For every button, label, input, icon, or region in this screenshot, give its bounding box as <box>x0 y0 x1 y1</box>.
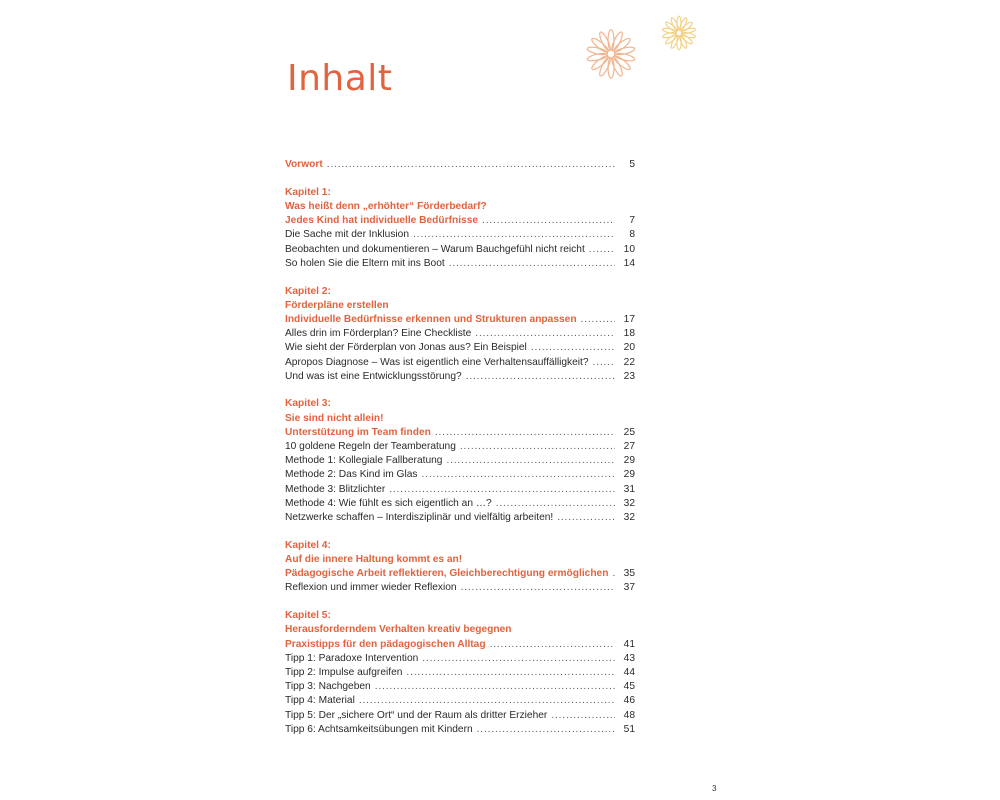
toc-entry-page: 17 <box>623 313 635 325</box>
toc-entry-page: 32 <box>623 512 635 523</box>
chapter-title: Was heißt denn „erhöhter“ Förderbedarf? <box>285 200 487 212</box>
dot-leader <box>422 652 615 666</box>
toc-entry-page: 35 <box>623 568 635 580</box>
chapter-number: Kapitel 2: <box>285 285 331 297</box>
dot-leader <box>557 511 615 525</box>
dot-leader <box>375 680 615 694</box>
toc-entry[interactable] <box>285 454 635 468</box>
toc-entry-label: So holen Sie die Eltern mit ins Boot <box>285 257 445 269</box>
chapter-number: Kapitel 1: <box>285 186 331 198</box>
toc-entry[interactable] <box>285 228 635 242</box>
toc-entry-label: Apropos Diagnose – Was ist eigentlich eine Verhaltensauffälligkeit? <box>285 356 589 368</box>
dot-leader <box>531 341 615 355</box>
toc-entry-page: 44 <box>623 666 635 678</box>
dot-leader <box>461 581 615 595</box>
dot-leader <box>589 243 615 257</box>
toc-entry-page: 22 <box>623 356 635 368</box>
toc-entry[interactable] <box>285 370 635 384</box>
toc-entry-page: 29 <box>623 469 635 481</box>
toc-entry-label: Methode 4: Wie fühlt es sich eigentlich an …? <box>285 497 492 509</box>
chapter-number: Kapitel 3: <box>285 398 331 410</box>
toc-entry-label: Alles drin im Förderplan? Eine Checkliste <box>285 328 472 340</box>
chapter-title: Auf die innere Haltung kommt es an! <box>285 553 463 565</box>
chapter-title: Herausforderndem Verhalten kreativ begegnen <box>285 624 512 636</box>
toc-entry-label: Wie sieht der Förderplan von Jonas aus? Ein Beispiel <box>285 342 527 354</box>
dot-leader <box>496 497 615 511</box>
toc-entry[interactable] <box>285 327 635 341</box>
toc-entry-label: Die Sache mit der Inklusion <box>285 229 410 241</box>
dot-leader <box>581 313 615 327</box>
toc-entry-label: Tipp 2: Impulse aufgreifen <box>285 666 403 678</box>
toc-entry-page: 37 <box>623 582 635 594</box>
page-number: 3 <box>712 784 717 793</box>
dot-leader <box>435 426 615 440</box>
flower-petal <box>677 16 681 30</box>
toc-entry[interactable] <box>285 567 635 581</box>
toc-entry[interactable] <box>285 440 635 454</box>
toc-entry-page: 27 <box>623 441 635 453</box>
toc-entry-page: 48 <box>623 709 635 721</box>
page-title: Inhalt <box>287 58 393 99</box>
toc-entry-page: 10 <box>623 243 635 255</box>
toc-chapter <box>285 609 635 737</box>
toc-entry-label: Vorwort <box>285 159 323 170</box>
dot-leader <box>477 723 615 737</box>
toc-entry-page: 8 <box>629 229 635 241</box>
toc-entry-label: Tipp 3: Nachgeben <box>285 681 371 693</box>
toc-chapter <box>285 158 635 172</box>
toc-chapter <box>285 397 635 525</box>
dot-leader <box>551 709 615 723</box>
toc-entry-label: Tipp 1: Paradoxe Intervention <box>285 652 419 664</box>
dot-leader <box>475 327 615 341</box>
flower-icon <box>658 12 700 54</box>
toc-entry[interactable] <box>285 341 635 355</box>
dot-leader <box>413 228 615 242</box>
toc-entry-label: Methode 3: Blitzlichter <box>285 483 386 495</box>
dot-leader <box>490 638 615 652</box>
toc-entry[interactable] <box>285 243 635 257</box>
toc-entry-label: Unterstützung im Team finden <box>285 426 431 438</box>
toc-entry[interactable] <box>285 483 635 497</box>
toc-entry[interactable] <box>285 511 635 525</box>
table-of-contents <box>285 158 635 750</box>
toc-entry-label: Tipp 4: Material <box>285 695 355 707</box>
dot-leader <box>446 454 615 468</box>
flower-petal <box>608 58 614 79</box>
flower-icon <box>583 26 639 82</box>
toc-entry-page: 29 <box>623 455 635 467</box>
toc-entry[interactable] <box>285 356 635 370</box>
dot-leader <box>449 257 615 271</box>
chapter-number: Kapitel 4: <box>285 539 331 551</box>
dot-leader <box>612 567 615 581</box>
toc-entry-page: 7 <box>629 215 635 227</box>
toc-entry-label: Individuelle Bedürfnisse erkennen und Strukturen anpassen <box>285 313 577 325</box>
toc-entry-label: Methode 2: Das Kind im Glas <box>285 469 418 481</box>
toc-entry-page: 25 <box>623 426 635 438</box>
toc-entry[interactable] <box>285 694 635 708</box>
dot-leader <box>359 694 615 708</box>
dot-leader <box>406 666 615 680</box>
toc-entry-label: Jedes Kind hat individuelle Bedürfnisse <box>285 215 479 227</box>
toc-entry-label: Beobachten und dokumentieren – Warum Bauchgefühl nicht reicht <box>285 243 585 255</box>
toc-entry[interactable] <box>285 680 635 694</box>
toc-entry-label: Methode 1: Kollegiale Fallberatung <box>285 455 443 467</box>
toc-entry-label: Praxistipps für den pädagogischen Alltag <box>285 638 486 650</box>
toc-entry-page: 31 <box>623 483 635 495</box>
toc-entry-page: 41 <box>623 638 635 650</box>
toc-entry-label: Tipp 6: Achtsamkeitsübungen mit Kindern <box>285 723 473 735</box>
toc-entry-page: 43 <box>623 652 635 664</box>
toc-chapter <box>285 186 635 271</box>
toc-entry[interactable] <box>285 313 635 327</box>
toc-entry[interactable] <box>285 652 635 666</box>
flower-petal <box>677 36 681 50</box>
dot-leader <box>422 468 616 482</box>
toc-entry[interactable] <box>285 214 635 228</box>
dot-leader <box>389 483 615 497</box>
dot-leader <box>460 440 615 454</box>
toc-entry-page: 51 <box>623 723 635 735</box>
dot-leader <box>327 158 615 172</box>
toc-entry[interactable] <box>285 426 635 440</box>
toc-entry-page: 20 <box>623 342 635 354</box>
toc-entry-page: 18 <box>623 328 635 340</box>
toc-entry-page: 14 <box>623 257 635 269</box>
toc-entry-page: 45 <box>623 681 635 693</box>
toc-entry[interactable] <box>285 468 635 482</box>
toc-entry[interactable] <box>285 666 635 680</box>
toc-entry[interactable] <box>285 497 635 511</box>
toc-entry-page: 32 <box>623 497 635 509</box>
toc-entry-label: Pädagogische Arbeit reflektieren, Gleichberechtigung ermöglichen <box>285 568 609 580</box>
flower-petal <box>608 30 614 51</box>
toc-entry-page: 46 <box>623 695 635 707</box>
toc-entry[interactable] <box>285 158 635 172</box>
toc-entry[interactable] <box>285 709 635 723</box>
toc-entry[interactable] <box>285 723 635 737</box>
dot-leader <box>593 356 615 370</box>
toc-entry-label: Netzwerke schaffen – Interdisziplinär und vielfältig arbeiten! <box>285 512 554 523</box>
toc-chapter <box>285 285 635 384</box>
toc-entry[interactable] <box>285 581 635 595</box>
dot-leader <box>466 370 615 384</box>
toc-entry-label: Reflexion und immer wieder Reflexion <box>285 582 457 594</box>
chapter-title: Sie sind nicht allein! <box>285 412 384 424</box>
toc-chapter <box>285 539 635 596</box>
chapter-title: Förderpläne erstellen <box>285 299 389 311</box>
dot-leader <box>482 214 615 228</box>
toc-entry[interactable] <box>285 638 635 652</box>
toc-entry[interactable] <box>285 257 635 271</box>
toc-entry-label: 10 goldene Regeln der Teamberatung <box>285 441 456 453</box>
toc-entry-page: 5 <box>629 159 635 170</box>
toc-entry-label: Tipp 5: Der „sichere Ort“ und der Raum als dritter Erzieher <box>285 709 548 721</box>
chapter-number: Kapitel 5: <box>285 610 331 622</box>
toc-entry-page: 23 <box>623 370 635 382</box>
toc-entry-label: Und was ist eine Entwicklungsstörung? <box>285 370 462 382</box>
